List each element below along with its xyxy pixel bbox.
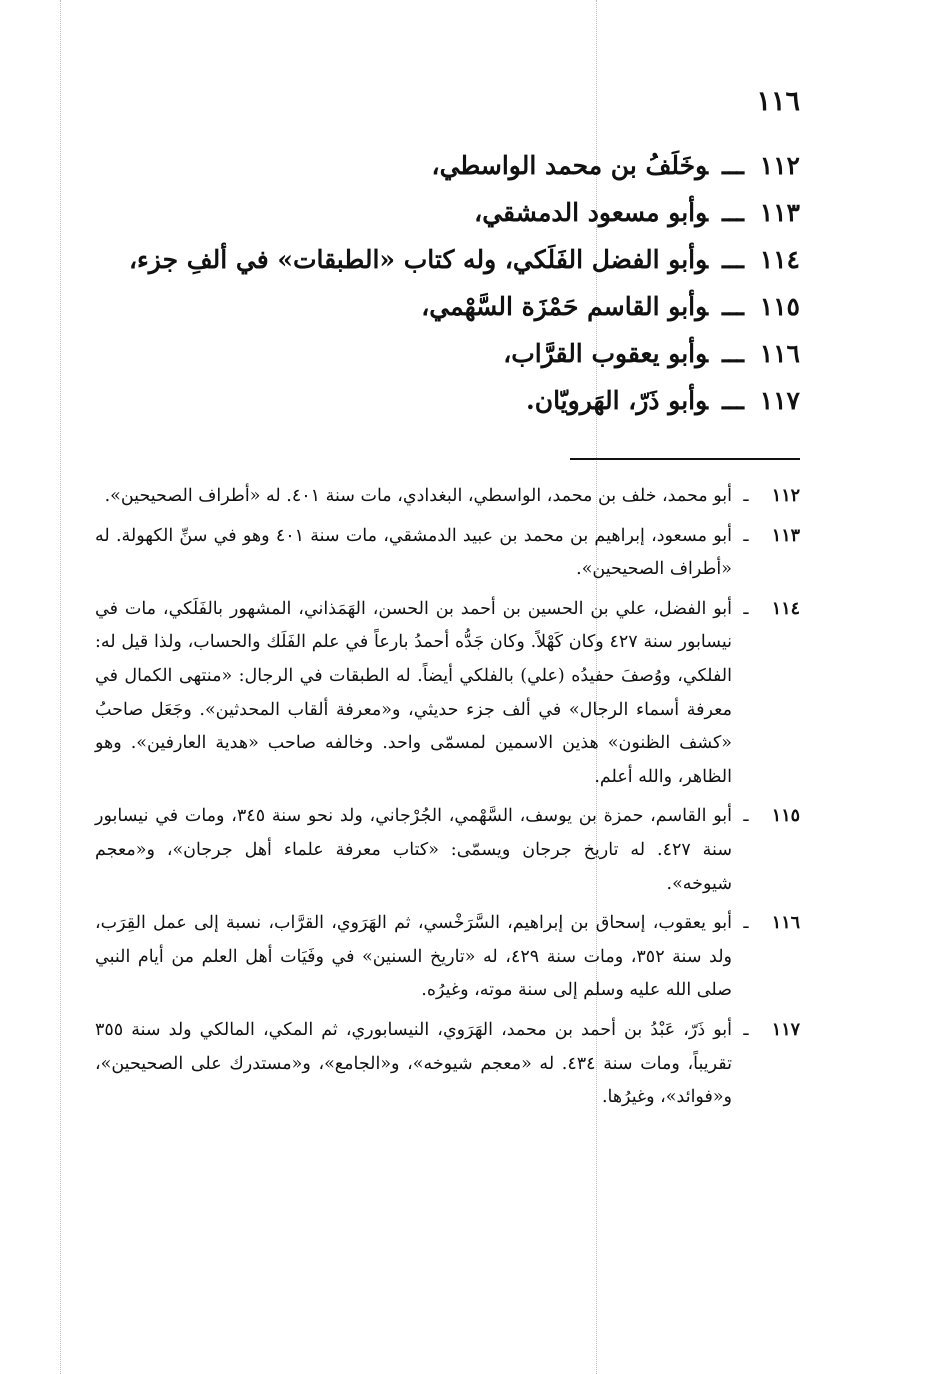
footnote-number: ١١٢ bbox=[771, 486, 800, 506]
entry-list bbox=[95, 142, 800, 424]
entry-text: وأبو يعقوب القرَّاب، bbox=[503, 339, 709, 368]
entry-number: ١١٦ bbox=[759, 339, 800, 368]
entry-line bbox=[95, 189, 800, 236]
entry-text: وأبو ذَرّ، الهَرويّان. bbox=[526, 386, 709, 415]
entry-dash: ـــ bbox=[722, 339, 744, 368]
entry-line bbox=[95, 283, 800, 330]
footnote-text: أبو الفضل، علي بن الحسين بن أحمد بن الحسن، الهَمَذاني، المشهور بالفَلَكي، مات في نيسابور سنة ٤٢٧ وكان كَهْلاً. وكان جَدُّه أحمدُ بارعاً في علم الفَلَك والحساب، ولذا قيل له: الفلكي، ووُصفَ حفيدُه (علي) بالفلكي أيضاً. له الطبقات في الرجال: «منتهى الكمال في معرفة أسماء الرجال» في ألف جزء حديثي، و«معرفة ألقاب المحدثين». وجَعَل صاحبُ «كشف الظنون» هذين الاسمين لمسمّى واحد. وخالفه صاحب «هدية العارفين». وهو الظاهر، والله أعلم. bbox=[95, 598, 732, 787]
footnote-separator bbox=[570, 458, 800, 460]
entry-line bbox=[95, 330, 800, 377]
footnote bbox=[95, 593, 800, 795]
footnote-text: أبو القاسم، حمزة بن يوسف، السَّهْمي، الجُرْجاني، ولد نحو سنة ٣٤٥، ومات في نيسابور سنة ٤٢٧. له تاريخ جرجان ويسمّى: «كتاب معرفة علماء أهل جرجان»، و«معجم شيوخه». bbox=[95, 806, 733, 894]
footnote bbox=[95, 520, 800, 587]
footnote-number: ١١٣ bbox=[771, 525, 800, 546]
page-margin-line-left bbox=[60, 0, 61, 1374]
footnote bbox=[95, 480, 800, 514]
footnote-dash: ـ bbox=[743, 1019, 749, 1040]
footnote bbox=[95, 800, 800, 901]
footnote-text: أبو يعقوب، إسحاق بن إبراهيم، السَّرَخْسي، ثم الهَرَوي، القرَّاب، نسبة إلى عمل القِرَب، ولد سنة ٣٥٢، ومات سنة ٤٢٩، له «تاريخ السنين» في وفَيَات أهل العلم من أيام النبي صلى الله عليه وسلم إلى سنة موته، وغيرُه. bbox=[95, 913, 732, 1001]
footnote bbox=[95, 907, 800, 1008]
footnote-dash: ـ bbox=[743, 913, 749, 934]
footnote-number: ١١٤ bbox=[771, 598, 800, 619]
entry-dash: ـــ bbox=[722, 245, 744, 274]
footnote-dash: ـ bbox=[743, 806, 749, 827]
entry-dash: ـــ bbox=[722, 292, 744, 321]
entry-text: وأبو مسعود الدمشقي، bbox=[474, 198, 709, 227]
entry-number: ١١٥ bbox=[759, 292, 800, 321]
entry-text: وأبو القاسم حَمْزَة السَّهْمي، bbox=[421, 292, 709, 321]
entry-number: ١١٢ bbox=[759, 151, 800, 180]
entry-line bbox=[95, 142, 800, 189]
entry-line bbox=[95, 377, 800, 424]
footnote-dash: ـ bbox=[743, 598, 749, 619]
entry-dash: ـــ bbox=[722, 151, 744, 180]
footnote-dash: ـ bbox=[743, 486, 749, 506]
footnote bbox=[95, 1014, 800, 1115]
entry-line bbox=[95, 236, 800, 283]
footnote-number: ١١٧ bbox=[771, 1019, 800, 1040]
entry-number: ١١٧ bbox=[759, 386, 800, 415]
footnote-list bbox=[95, 480, 800, 1115]
entry-number: ١١٤ bbox=[759, 245, 800, 274]
entry-text: وخَلَفُ بن محمد الواسطي، bbox=[431, 151, 709, 180]
footnote-text: أبو ذَرّ، عَبْدُ بن أحمد بن محمد، الهَرَوي، النيسابوري، ثم المكي، المالكي ولد سنة ٣٥٥ تقريباً، ومات سنة ٤٣٤. له «معجم شيوخه»، و«الجامع»، و«مستدرك على الصحيحين»، و«فوائد»، وغيرُها. bbox=[95, 1019, 732, 1108]
footnote-number: ١١٦ bbox=[771, 913, 800, 934]
entry-number: ١١٣ bbox=[759, 198, 800, 227]
entry-text: وأبو الفضل الفَلَكي، وله كتاب «الطبقات» في ألفِ جزء، bbox=[128, 245, 709, 274]
footnote-text: أبو محمد، خلف بن محمد، الواسطي، البغدادي، مات سنة ٤٠١. له «أطراف الصحيحين». bbox=[104, 486, 732, 506]
footnote-dash: ـ bbox=[743, 525, 749, 546]
footnote-number: ١١٥ bbox=[771, 806, 800, 827]
entry-dash: ـــ bbox=[722, 386, 744, 415]
entry-dash: ـــ bbox=[722, 198, 744, 227]
page-number: ١١٦ bbox=[756, 86, 800, 117]
book-page bbox=[95, 80, 800, 1121]
footnote-text: أبو مسعود، إبراهيم بن محمد بن عبيد الدمشقي، مات سنة ٤٠١ وهو في سنِّ الكهولة. له «أطراف الصحيحين». bbox=[95, 525, 732, 580]
